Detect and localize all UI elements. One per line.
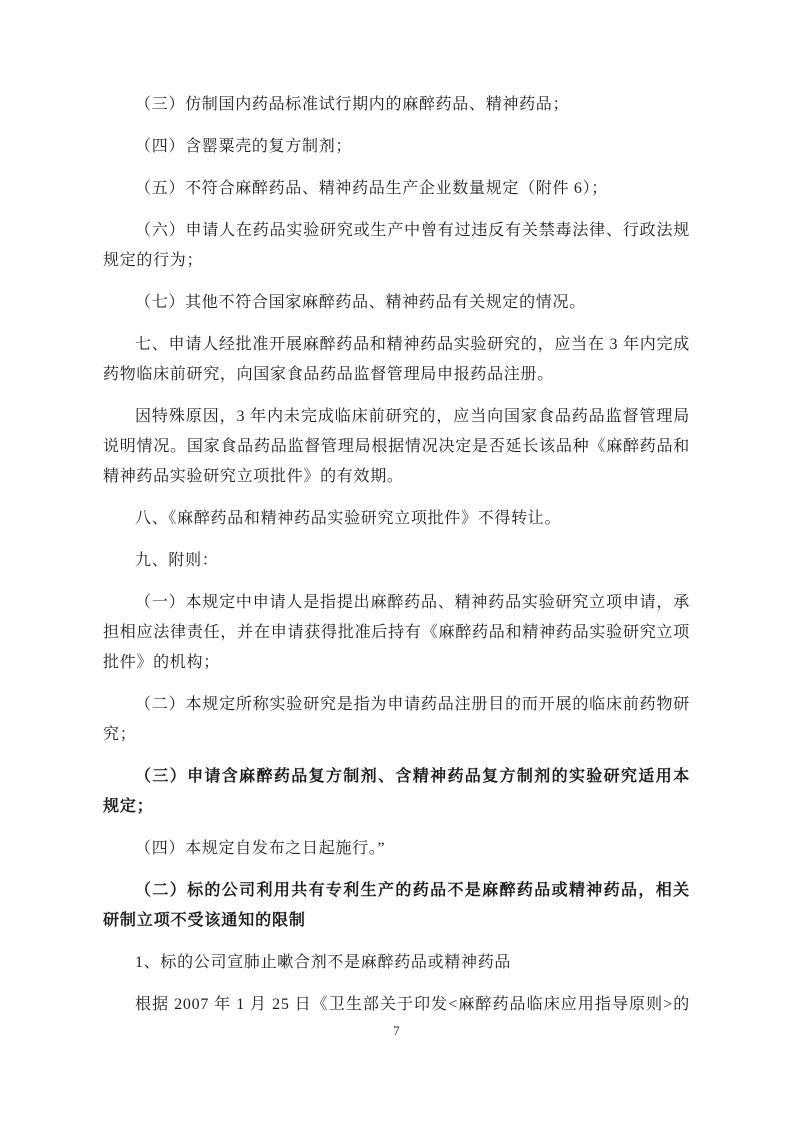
appendix-item-4: （四）本规定自发布之日起施行。” [135,840,386,857]
clause-item-7: （七）其他不符合国家麻醉药品、精神药品有关规定的情况。 [135,294,586,311]
page-number: 7 [393,1023,400,1038]
article-7-paragraph: 七、申请人经批准开展麻醉药品和精神药品实验研究的，应当在 3 年内完成药物临床前研究，向国家食品药品监督管理局申报药品注册。 [103,336,690,383]
appendix-item-2: （二）本规定所称实验研究是指为申请药品注册目的而开展的临床前药物研究； [103,696,690,743]
article-8-paragraph: 八、《麻醉药品和精神药品实验研究立项批件》不得转让。 [135,510,562,527]
article-7-special-reason-paragraph: 因特殊原因，3 年内未完成临床前研究的，应当向国家食品药品监督管理局说明情况。国家食品药品监督管理局根据情况决定是否延长该品种《麻醉药品和精神药品实验研究立项批件》的有效期。 [103,408,690,485]
subsection-1-heading: 1、标的公司宣肺止嗽合剂不是麻醉药品或精神药品 [135,954,512,971]
appendix-item-3-bold: （三）申请含麻醉药品复方制剂、含精神药品复方制剂的实验研究适用本规定； [103,768,690,815]
reference-paragraph: 根据 2007 年 1 月 25 日《卫生部关于印发<麻醉药品临床应用指导原则>的 [135,996,690,1013]
section-2-heading: （二）标的公司利用共有专利生产的药品不是麻醉药品或精神药品，相关研制立项不受该通知的限制 [103,882,690,929]
article-9-heading: 九、附则： [135,552,219,569]
clause-item-5: （五）不符合麻醉药品、精神药品生产企业数量规定（附件 6）； [135,180,609,197]
clause-item-6: （六）申请人在药品实验研究或生产中曾有过违反有关禁毒法律、行政法规规定的行为； [103,222,690,269]
document-body [103,90,690,1032]
appendix-item-1: （一）本规定中申请人是指提出麻醉药品、精神药品实验研究立项申请，承担相应法律责任，并在申请获得批准后持有《麻醉药品和精神药品实验研究立项批件》的机构； [103,594,690,671]
clause-item-3: （三）仿制国内药品标准试行期内的麻醉药品、精神药品； [135,96,570,113]
clause-item-4: （四）含罂粟壳的复方制剂； [135,138,353,155]
